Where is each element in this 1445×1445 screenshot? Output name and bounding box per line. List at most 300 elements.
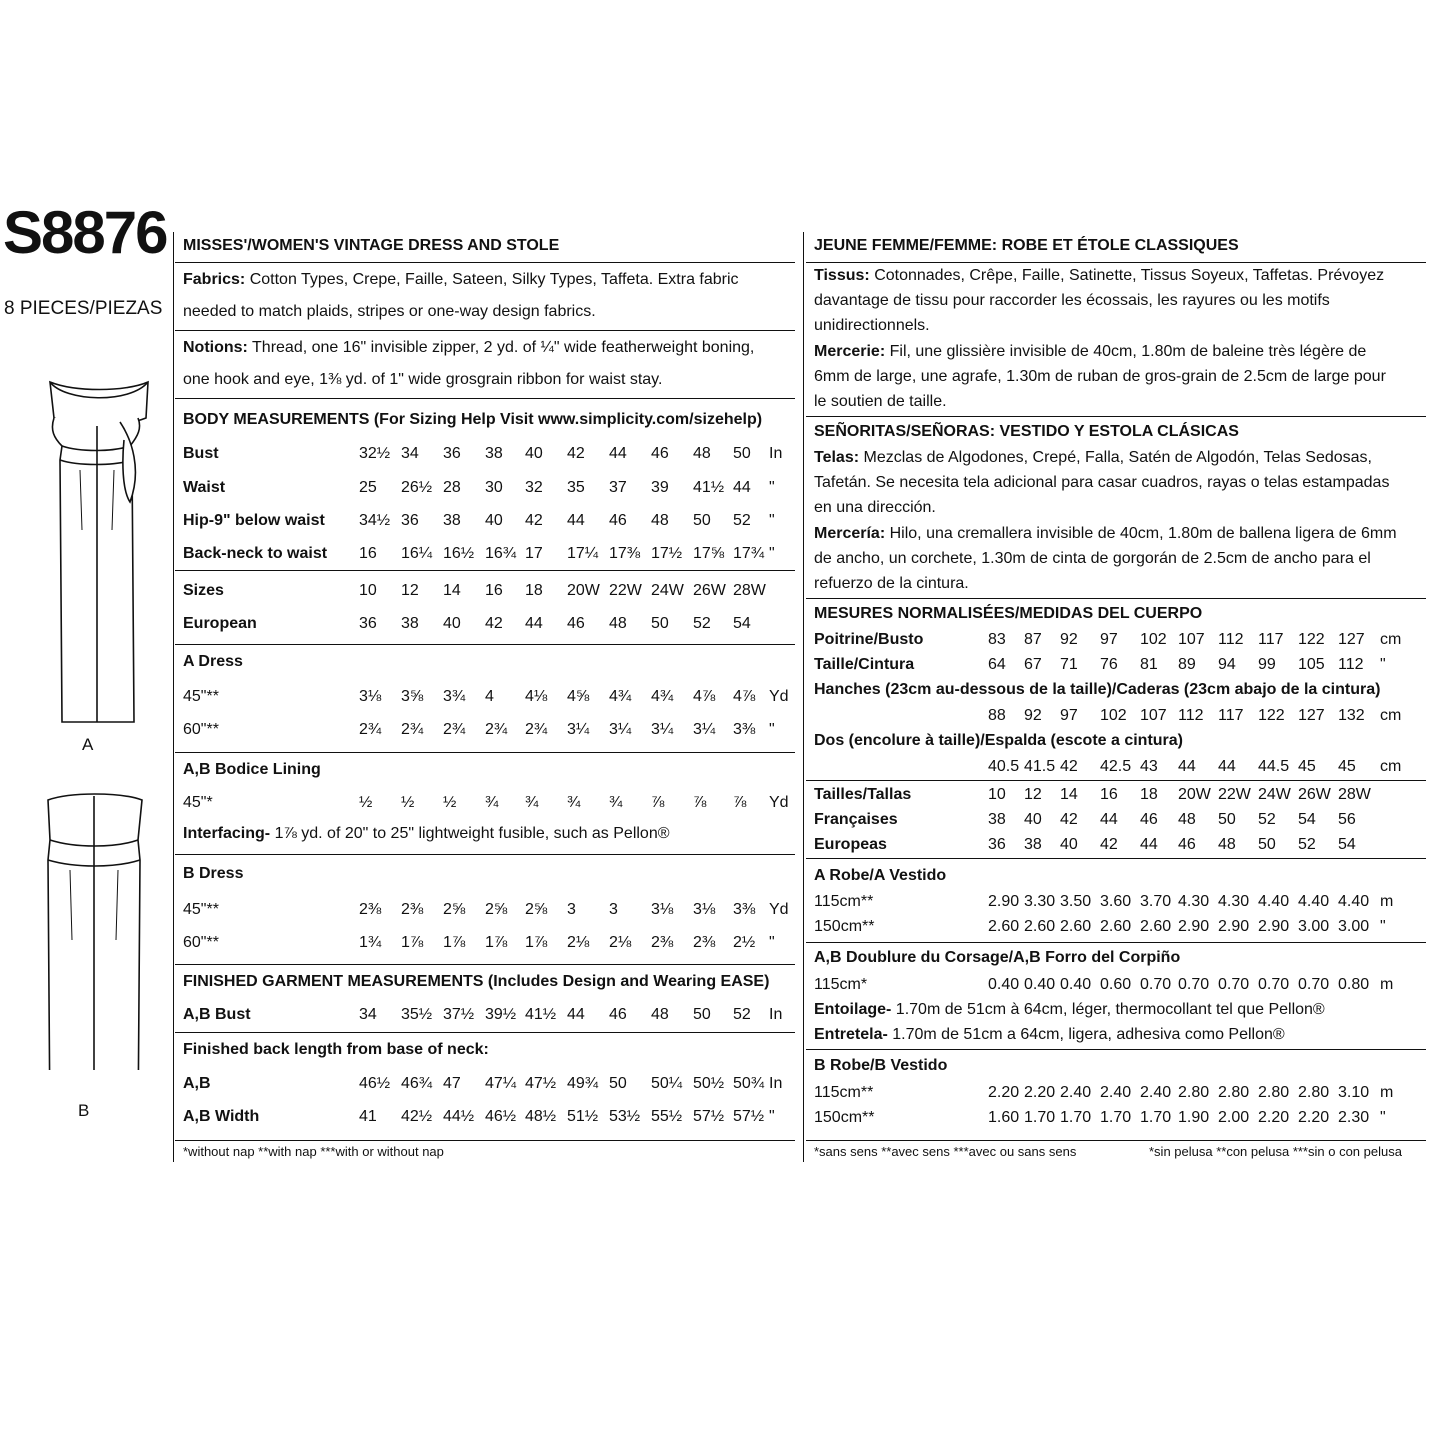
english-title: MISSES'/WOMEN'S VINTAGE DRESS AND STOLE <box>183 237 560 254</box>
column-divider-middle <box>803 232 804 1162</box>
table-cell: 2⅛ <box>567 934 590 951</box>
table-cell: 36 <box>359 615 377 632</box>
table-cell: 20W <box>567 582 600 599</box>
lining-heading: A,B Bodice Lining <box>183 761 321 778</box>
table-cell: 2⅜ <box>359 901 382 918</box>
table-cell: 18 <box>525 582 543 599</box>
notions-label: Notions: <box>183 339 248 356</box>
tissus-text-2: davantage de tissu pour raccorder les écossais, les rayures ou les motifs <box>814 292 1330 309</box>
fabrics-label: Fabrics: <box>183 271 246 288</box>
table-cell: 46 <box>567 615 585 632</box>
table-cell: 16¼ <box>401 545 433 562</box>
table-cell: 57½ <box>733 1108 765 1125</box>
interfacing-label: Interfacing- <box>183 825 271 842</box>
table-cell: 3.00 <box>1338 918 1370 935</box>
table-cell: 1.70 <box>1024 1109 1056 1126</box>
table-cell: 17¾ <box>733 545 765 562</box>
table-cell: 2⅝ <box>525 901 548 918</box>
view-a-drawing <box>50 382 148 722</box>
view-b-drawing <box>48 794 142 1070</box>
table-cell: 1⅞ <box>401 934 424 951</box>
table-cell: 41½ <box>525 1006 557 1023</box>
table-cell: 16 <box>1100 786 1118 803</box>
telas-label: Telas: <box>814 449 860 466</box>
table-cell: 50 <box>1218 811 1236 828</box>
table-cell: 45 <box>1338 758 1356 775</box>
table-cell: 2¾ <box>359 721 382 738</box>
table-cell: 44 <box>567 512 585 529</box>
row-label: 45"** <box>183 901 219 918</box>
row-label: A,B Width <box>183 1108 260 1125</box>
table-cell: 87 <box>1024 631 1042 648</box>
unit-cell: " <box>1380 1109 1386 1126</box>
table-cell: 41 <box>359 1108 377 1125</box>
unit-cell: cm <box>1380 758 1402 775</box>
notions-text-1: Thread, one 16" invisible zipper, 2 yd. of ¼" wide featherweight boning, <box>252 339 755 356</box>
tissus-text-3: unidirectionnels. <box>814 317 930 334</box>
pieces-count: 8 PIECES/PIEZAS <box>4 298 163 319</box>
table-cell: 117 <box>1218 707 1244 724</box>
table-cell: 0.70 <box>1258 976 1290 993</box>
telas-text-1: Mezclas de Algodones, Crepé, Falla, Satén de Algodón, Telas Sedosas, <box>863 449 1372 466</box>
table-cell: 2⅝ <box>485 901 508 918</box>
table-cell: 2.30 <box>1338 1109 1370 1126</box>
table-cell: ⅞ <box>651 794 665 811</box>
table-cell: 122 <box>1258 707 1285 724</box>
mercerie-line-1 <box>814 344 1366 360</box>
table-cell: 46 <box>651 445 669 462</box>
table-cell: 36 <box>443 445 461 462</box>
table-cell: 17⅜ <box>609 545 641 562</box>
table-cell: 3.10 <box>1338 1084 1370 1101</box>
table-cell: 50 <box>693 512 711 529</box>
table-cell: 53½ <box>609 1108 641 1125</box>
table-cell: 51½ <box>567 1108 599 1125</box>
table-cell: 37 <box>609 479 627 496</box>
table-cell: 132 <box>1338 707 1365 724</box>
table-cell: 48 <box>1218 836 1236 853</box>
table-cell: 44 <box>609 445 627 462</box>
table-cell: 97 <box>1060 707 1078 724</box>
finished-heading: FINISHED GARMENT MEASUREMENTS (Includes Design and Wearing EASE) <box>183 973 770 990</box>
table-cell: 2¾ <box>485 721 508 738</box>
row-label: Waist <box>183 479 226 496</box>
row-label: A,B Bust <box>183 1006 251 1023</box>
table-cell: 48½ <box>525 1108 557 1125</box>
table-cell: 4.30 <box>1178 893 1210 910</box>
table-cell: 4 <box>485 688 494 705</box>
english-footnote: *without nap **with nap ***with or without nap <box>183 1144 444 1159</box>
tissus-label: Tissus: <box>814 267 870 284</box>
table-cell: 18 <box>1140 786 1158 803</box>
table-cell: 76 <box>1100 656 1118 673</box>
table-cell: 28W <box>1338 786 1371 803</box>
entoilage-text: 1.70m de 51cm à 64cm, léger, thermocollant tel que Pellon® <box>895 1001 1325 1018</box>
unit-cell: " <box>769 934 775 951</box>
table-cell: 2.20 <box>988 1084 1020 1101</box>
hanches-heading: Hanches (23cm au-dessous de la taille)/Caderas (23cm abajo de la cintura) <box>814 681 1381 698</box>
table-cell: 17 <box>525 545 543 562</box>
table-cell: ½ <box>359 794 373 811</box>
table-cell: 102 <box>1140 631 1167 648</box>
table-cell: 112 <box>1338 656 1364 673</box>
table-cell: 2¾ <box>401 721 424 738</box>
table-cell: 48 <box>693 445 711 462</box>
table-cell: 52 <box>733 512 751 529</box>
table-cell: 2⅜ <box>651 934 674 951</box>
telas-line-1 <box>814 450 1372 466</box>
table-cell: 3⅝ <box>401 688 424 705</box>
table-cell: 50¾ <box>733 1075 765 1092</box>
table-cell: 55½ <box>651 1108 683 1125</box>
row-label: 115cm** <box>814 1084 874 1101</box>
table-cell: 4.30 <box>1218 893 1250 910</box>
unit-cell: Yd <box>769 688 789 705</box>
interfacing-line <box>183 826 670 842</box>
table-cell: 34 <box>401 445 419 462</box>
table-cell: 42 <box>485 615 503 632</box>
table-cell: 3⅜ <box>733 901 756 918</box>
table-cell: 52 <box>693 615 711 632</box>
table-cell: 35 <box>567 479 585 496</box>
row-label: Back-neck to waist <box>183 545 328 562</box>
row-label: Poitrine/Busto <box>814 631 924 648</box>
table-cell: 2.60 <box>1024 918 1056 935</box>
table-cell: 3.00 <box>1298 918 1330 935</box>
table-cell: 16 <box>359 545 377 562</box>
table-cell: 44 <box>567 1006 585 1023</box>
table-cell: 46½ <box>485 1108 517 1125</box>
table-cell: 46 <box>1178 836 1196 853</box>
table-cell: 105 <box>1298 656 1325 673</box>
row-label: European <box>183 615 257 632</box>
interfacing-text: 1⅞ yd. of 20" to 25" lightweight fusible, such as Pellon® <box>274 825 670 842</box>
table-cell: 36 <box>988 836 1006 853</box>
row-label: Hip-9" below waist <box>183 512 325 529</box>
table-cell: 99 <box>1258 656 1276 673</box>
row-label: 60"** <box>183 721 219 738</box>
table-cell: ½ <box>443 794 457 811</box>
table-cell: 50 <box>733 445 751 462</box>
row-label: Françaises <box>814 811 898 828</box>
unit-cell: cm <box>1380 631 1402 648</box>
mercerie-text-3: le soutien de taille. <box>814 393 947 410</box>
unit-cell: m <box>1380 1084 1394 1101</box>
table-cell: 40 <box>1060 836 1078 853</box>
technical-drawings <box>20 330 170 1070</box>
table-cell: 97 <box>1100 631 1118 648</box>
table-cell: 2.40 <box>1060 1084 1092 1101</box>
table-cell: 2.90 <box>1178 918 1210 935</box>
table-cell: 32 <box>525 479 543 496</box>
b-robe-heading: B Robe/B Vestido <box>814 1057 948 1074</box>
table-cell: 67 <box>1024 656 1042 673</box>
view-a-label: A <box>82 735 94 754</box>
pattern-number: S8876 <box>3 199 167 266</box>
table-cell: 2.40 <box>1140 1084 1172 1101</box>
table-cell: 38 <box>485 445 503 462</box>
table-cell: 4.40 <box>1338 893 1370 910</box>
table-cell: 17⅝ <box>693 545 725 562</box>
table-cell: 46¾ <box>401 1075 433 1092</box>
table-cell: 50 <box>693 1006 711 1023</box>
table-cell: 122 <box>1298 631 1325 648</box>
table-cell: 1⅞ <box>443 934 466 951</box>
table-cell: 32½ <box>359 445 391 462</box>
table-cell: 2.80 <box>1258 1084 1290 1101</box>
unit-cell: " <box>769 479 775 496</box>
table-cell: 2.90 <box>1258 918 1290 935</box>
row-label: 45"** <box>183 688 219 705</box>
table-cell: 57½ <box>693 1108 725 1125</box>
table-cell: 10 <box>988 786 1006 803</box>
fabrics-line-2: needed to match plaids, stripes or one-way design fabrics. <box>183 303 596 320</box>
table-cell: ½ <box>401 794 415 811</box>
table-cell: 17½ <box>651 545 683 562</box>
row-label: 115cm* <box>814 976 868 993</box>
row-label: 60"** <box>183 934 219 951</box>
table-cell: 107 <box>1178 631 1205 648</box>
table-cell: 26W <box>1298 786 1331 803</box>
row-label: Bust <box>183 445 219 462</box>
table-cell: 50¼ <box>651 1075 683 1092</box>
table-cell: 2.80 <box>1178 1084 1210 1101</box>
entretela-text: 1.70m de 51cm a 64cm, ligera, adhesiva como Pellon® <box>892 1026 1285 1043</box>
unit-cell: " <box>769 512 775 529</box>
table-cell: 50½ <box>693 1075 725 1092</box>
table-cell: 54 <box>733 615 751 632</box>
table-cell: 48 <box>1178 811 1196 828</box>
table-cell: 36 <box>401 512 419 529</box>
table-cell: 4.40 <box>1298 893 1330 910</box>
table-cell: 2¾ <box>525 721 548 738</box>
table-cell: 35½ <box>401 1006 433 1023</box>
row-label: Tailles/Tallas <box>814 786 912 803</box>
table-cell: 107 <box>1140 707 1167 724</box>
dos-heading: Dos (encolure à taille)/Espalda (escote a cintura) <box>814 732 1183 749</box>
table-cell: ¾ <box>485 794 499 811</box>
table-cell: 3⅛ <box>651 901 674 918</box>
table-cell: 3¼ <box>693 721 716 738</box>
table-cell: 44 <box>1100 811 1118 828</box>
table-cell: 117 <box>1258 631 1284 648</box>
merceria-label: Mercería: <box>814 525 886 542</box>
table-cell: 3⅛ <box>359 688 382 705</box>
table-cell: 2.90 <box>988 893 1020 910</box>
table-cell: 127 <box>1298 707 1325 724</box>
table-cell: 3¼ <box>567 721 590 738</box>
entoilage-line <box>814 1002 1325 1018</box>
row-label: A,B <box>183 1075 211 1092</box>
telas-text-3: en una dirección. <box>814 499 936 516</box>
merceria-text-1: Hilo, una cremallera invisible de 40cm, 1.80m de ballena ligera de 6mm <box>889 525 1397 542</box>
table-cell: 50 <box>609 1075 627 1092</box>
metric-heading: MESURES NORMALISÉES/MEDIDAS DEL CUERPO <box>814 605 1203 622</box>
table-cell: 0.70 <box>1298 976 1330 993</box>
table-cell: 1.70 <box>1060 1109 1092 1126</box>
table-cell: 12 <box>1024 786 1042 803</box>
spanish-footnote: *sin pelusa **con pelusa ***sin o con pelusa <box>1149 1144 1402 1159</box>
table-cell: 2⅝ <box>443 901 466 918</box>
row-label: Europeas <box>814 836 887 853</box>
table-cell: 44 <box>1218 758 1236 775</box>
table-cell: 1¾ <box>359 934 382 951</box>
merceria-line-1 <box>814 526 1397 542</box>
table-cell: 16¾ <box>485 545 517 562</box>
merceria-text-2: de ancho, un corchete, 1.30m de cinta de gorgorán de 2.5cm de ancho para el <box>814 550 1371 567</box>
table-cell: 2½ <box>733 934 756 951</box>
french-footnote: *sans sens **avec sens ***avec ou sans sens <box>814 1144 1077 1159</box>
table-cell: 1⅞ <box>485 934 508 951</box>
tissus-line-1 <box>814 268 1384 284</box>
table-cell: 46 <box>609 1006 627 1023</box>
table-cell: 56 <box>1338 811 1356 828</box>
table-cell: 16½ <box>443 545 475 562</box>
table-cell: 44 <box>1178 758 1196 775</box>
spanish-title: SEÑORITAS/SEÑORAS: VESTIDO Y ESTOLA CLÁSICAS <box>814 423 1239 440</box>
table-cell: 2¾ <box>443 721 466 738</box>
table-cell: 2.60 <box>1140 918 1172 935</box>
table-cell: 42½ <box>401 1108 433 1125</box>
unit-cell: cm <box>1380 707 1402 724</box>
table-cell: 102 <box>1100 707 1127 724</box>
table-cell: 2.90 <box>1218 918 1250 935</box>
table-cell: 44 <box>1140 836 1158 853</box>
table-cell: 52 <box>1258 811 1276 828</box>
table-cell: 42 <box>525 512 543 529</box>
table-cell: 46½ <box>359 1075 391 1092</box>
table-cell: 10 <box>359 582 377 599</box>
mercerie-text-2: 6mm de large, une agrafe, 1.30m de ruban de gros-grain de 2.5cm de large pour <box>814 368 1386 385</box>
table-cell: 47¼ <box>485 1075 517 1092</box>
table-cell: 112 <box>1218 631 1244 648</box>
table-cell: 2.40 <box>1100 1084 1132 1101</box>
notions-line-2: one hook and eye, 1⅜ yd. of 1" wide grosgrain ribbon for waist stay. <box>183 371 663 388</box>
table-cell: 48 <box>609 615 627 632</box>
table-cell: 3 <box>567 901 576 918</box>
table-cell: ¾ <box>525 794 539 811</box>
table-cell: 48 <box>651 512 669 529</box>
table-cell: 43 <box>1140 758 1158 775</box>
doublure-heading: A,B Doublure du Corsage/A,B Forro del Corpiño <box>814 949 1181 966</box>
a-robe-heading: A Robe/A Vestido <box>814 867 947 884</box>
table-cell: 38 <box>988 811 1006 828</box>
body-measurements-heading: BODY MEASUREMENTS (For Sizing Help Visit www.simplicity.com/sizehelp) <box>183 411 763 428</box>
unit-cell: " <box>769 721 775 738</box>
table-cell: 34 <box>359 1006 377 1023</box>
table-cell: 64 <box>988 656 1006 673</box>
table-cell: 4⅞ <box>693 688 716 705</box>
table-cell: ⅞ <box>733 794 747 811</box>
table-cell: 2.20 <box>1298 1109 1330 1126</box>
table-cell: 42 <box>1100 836 1118 853</box>
entretela-label: Entretela- <box>814 1026 888 1043</box>
table-cell: 47 <box>443 1075 461 1092</box>
table-cell: 0.70 <box>1178 976 1210 993</box>
entoilage-label: Entoilage- <box>814 1001 892 1018</box>
table-cell: 4⅝ <box>567 688 590 705</box>
table-cell: 88 <box>988 707 1006 724</box>
unit-cell: m <box>1380 976 1394 993</box>
notions-line-1 <box>183 340 754 356</box>
table-cell: 3 <box>609 901 618 918</box>
telas-text-2: Tafetán. Se necesita tela adicional para casar cuadros, rayas o telas estampadas <box>814 474 1390 491</box>
table-cell: 39 <box>651 479 669 496</box>
table-cell: 44.5 <box>1258 758 1290 775</box>
mercerie-text-1: Fil, une glissière invisible de 40cm, 1.80m de baleine très légère de <box>889 343 1367 360</box>
table-cell: 0.70 <box>1218 976 1250 993</box>
unit-cell: " <box>1380 918 1386 935</box>
table-cell: 38 <box>401 615 419 632</box>
table-cell: 12 <box>401 582 419 599</box>
table-cell: 40 <box>525 445 543 462</box>
table-cell: 92 <box>1024 707 1042 724</box>
table-cell: 3.70 <box>1140 893 1172 910</box>
table-cell: 52 <box>733 1006 751 1023</box>
table-cell: 41½ <box>693 479 725 496</box>
table-cell: 45 <box>1298 758 1316 775</box>
table-cell: 4¾ <box>609 688 632 705</box>
table-cell: 83 <box>988 631 1006 648</box>
table-cell: 2.60 <box>988 918 1020 935</box>
table-cell: 42 <box>567 445 585 462</box>
fabrics-line-1 <box>183 272 739 288</box>
unit-cell: Yd <box>769 794 789 811</box>
table-cell: 2⅛ <box>609 934 632 951</box>
table-cell: 22W <box>1218 786 1251 803</box>
table-cell: 50 <box>651 615 669 632</box>
table-cell: 24W <box>651 582 684 599</box>
table-cell: 3⅜ <box>733 721 756 738</box>
table-cell: 81 <box>1140 656 1158 673</box>
table-cell: 44 <box>733 479 751 496</box>
table-cell: 92 <box>1060 631 1078 648</box>
table-cell: 2⅜ <box>401 901 424 918</box>
table-cell: 54 <box>1298 811 1316 828</box>
table-cell: 26½ <box>401 479 433 496</box>
table-cell: 14 <box>1060 786 1078 803</box>
merceria-text-3: refuerzo de la cintura. <box>814 575 969 592</box>
table-cell: 0.40 <box>1060 976 1092 993</box>
table-cell: 22W <box>609 582 642 599</box>
table-cell: 2.60 <box>1100 918 1132 935</box>
row-label: 45"* <box>183 794 213 811</box>
mercerie-label: Mercerie: <box>814 343 886 360</box>
table-cell: 71 <box>1060 656 1078 673</box>
tissus-text-1: Cotonnades, Crêpe, Faille, Satinette, Tissus Soyeux, Taffetas. Prévoyez <box>874 267 1385 284</box>
table-cell: 44 <box>525 615 543 632</box>
table-cell: 20W <box>1178 786 1211 803</box>
table-cell: 46 <box>609 512 627 529</box>
table-cell: 1.60 <box>988 1109 1020 1126</box>
french-title: JEUNE FEMME/FEMME: ROBE ET ÉTOLE CLASSIQUES <box>814 237 1239 254</box>
table-cell: 42 <box>1060 811 1078 828</box>
table-cell: 94 <box>1218 656 1236 673</box>
table-cell: 50 <box>1258 836 1276 853</box>
table-cell: 1.70 <box>1140 1109 1172 1126</box>
row-label: 150cm** <box>814 1109 875 1126</box>
table-cell: 4⅞ <box>733 688 756 705</box>
table-cell: ¾ <box>609 794 623 811</box>
table-cell: 25 <box>359 479 377 496</box>
table-cell: 89 <box>1178 656 1196 673</box>
table-cell: 0.60 <box>1100 976 1132 993</box>
table-cell: 4¾ <box>651 688 674 705</box>
table-cell: 2.60 <box>1060 918 1092 935</box>
table-cell: 0.80 <box>1338 976 1370 993</box>
table-cell: 52 <box>1298 836 1316 853</box>
table-cell: 40 <box>443 615 461 632</box>
